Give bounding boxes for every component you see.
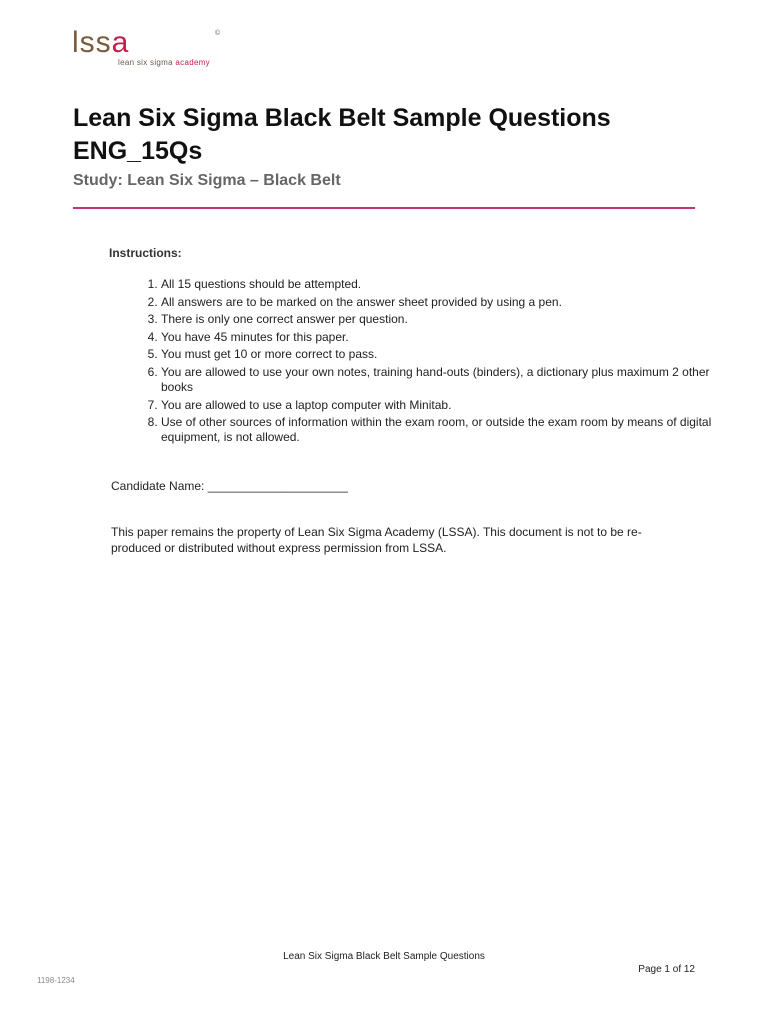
header-divider xyxy=(73,207,695,209)
logo-registered-mark: © xyxy=(215,30,221,37)
logo-tagline-prefix: lean six sigma xyxy=(118,58,176,67)
property-notice: This paper remains the property of Lean Six Sigma Academy (LSSA). This document is not to be re-produced or distributed without express permission from LSSA. xyxy=(111,525,642,555)
instructions-heading: Instructions: xyxy=(109,246,182,260)
lssa-logo xyxy=(72,26,222,70)
instruction-item: 4. You have 45 minutes for this paper. xyxy=(161,330,721,345)
instruction-item: 1. All 15 questions should be attempted. xyxy=(161,277,721,292)
instruction-item: 8. Use of other sources of information within the exam room, or outside the exam room by means of digital equipment, is not allowed. xyxy=(161,415,721,445)
logo-tagline xyxy=(118,58,210,67)
instruction-item: 5. You must get 10 or more correct to pass. xyxy=(161,347,721,362)
instruction-item: 6. You are allowed to use your own notes, training hand-outs (binders), a dictionary plus maximum 2 other books xyxy=(161,365,721,395)
document-subtitle: Study: Lean Six Sigma – Black Belt xyxy=(73,172,341,189)
logo-wordmark-main: lss xyxy=(72,26,112,59)
logo-wordmark-accent: a xyxy=(111,26,130,59)
candidate-name-line: Candidate Name: _____________________ xyxy=(111,479,348,493)
document-title: Lean Six Sigma Black Belt Sample Questions ENG_15Qs xyxy=(73,104,611,165)
instruction-item: 2. All answers are to be marked on the answer sheet provided by using a pen. xyxy=(161,295,721,310)
logo-wordmark xyxy=(72,26,130,59)
instructions-list xyxy=(109,277,721,448)
footer-title: Lean Six Sigma Black Belt Sample Questions xyxy=(283,951,485,962)
instruction-item: 3. There is only one correct answer per question. xyxy=(161,312,721,327)
page-number: Page 1 of 12 xyxy=(638,964,695,975)
logo-tagline-accent: academy xyxy=(175,58,210,67)
instruction-item: 7. You are allowed to use a laptop computer with Minitab. xyxy=(161,398,721,413)
document-code: 1198-1234 xyxy=(37,976,75,985)
